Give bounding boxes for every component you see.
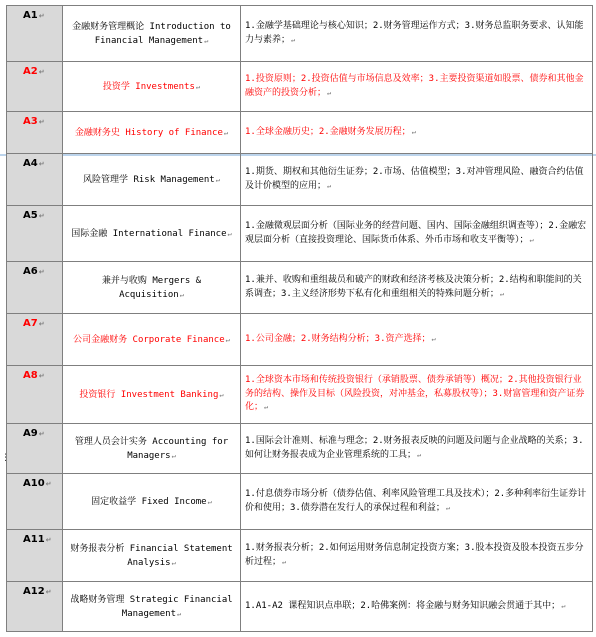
course-content-cell xyxy=(241,62,593,112)
course-code: A1 xyxy=(23,10,38,21)
course-content: 1.国际会计准则、标准与理念；2.财务报表反映的问题及问题与企业战略的关系；3.如何让财务报表成为企业管理系统的工具； xyxy=(245,436,584,460)
course-code: A12 xyxy=(23,586,45,597)
course-content: 1.兼并、收购和重组裁员和破产的财政和经济考核及决策分析；2.结构和职能间的关系调查；3.主义经济形势下私有化和重组相关的特殊问题分析； xyxy=(245,275,582,299)
course-code-cell xyxy=(7,366,63,424)
course-content-cell xyxy=(241,474,593,530)
course-content: 1.金融学基础理论与核心知识；2.财务管理运作方式；3.财务总监职务要求、认知能力与素养； xyxy=(245,21,584,45)
paragraph-mark: ↵ xyxy=(223,128,229,137)
course-name: 战略财务管理 Strategic Financial Management xyxy=(70,594,233,619)
paragraph-mark: ↵ xyxy=(225,335,230,344)
course-code: A7 xyxy=(23,318,38,329)
paragraph-mark: ↵ xyxy=(171,558,176,567)
course-content: 1.金融微观层面分析（国际业务的经营问题、国内、国际金融组织调查等）；2.金融宏观层面分析（直接投资理论、国际货币体系、外币市场和收支平衡等）； xyxy=(245,221,587,245)
paragraph-mark: ↵ xyxy=(327,88,332,97)
course-code: A11 xyxy=(23,534,45,545)
course-content-cell xyxy=(241,112,593,154)
paragraph-mark: ↵ xyxy=(204,36,209,45)
paragraph-mark: ↵ xyxy=(171,451,176,460)
course-name-cell xyxy=(63,262,241,314)
course-code: A4 xyxy=(23,158,38,169)
course-name: 金融财务史 History of Finance xyxy=(74,127,223,138)
course-code-cell xyxy=(7,314,63,366)
paragraph-mark: ↵ xyxy=(38,430,45,438)
paragraph-mark: ↵ xyxy=(215,175,220,184)
paragraph-mark: ↵ xyxy=(45,588,52,596)
course-code: A6 xyxy=(23,266,38,277)
course-row xyxy=(7,206,593,262)
course-content: 1.公司金融；2.财务结构分析；3.资产选择； xyxy=(245,333,431,344)
paragraph-mark: ↵ xyxy=(282,557,287,566)
paragraph-mark: ↵ xyxy=(499,289,505,298)
course-code-cell xyxy=(7,154,63,206)
paragraph-mark: ↵ xyxy=(291,35,296,44)
course-code-cell xyxy=(7,206,63,262)
paragraph-mark: ↵ xyxy=(38,160,45,168)
course-content-cell xyxy=(241,366,593,424)
course-name-cell xyxy=(63,6,241,62)
course-row xyxy=(7,530,593,582)
course-row xyxy=(7,262,593,314)
course-name: 国际金融 International Finance xyxy=(71,228,227,239)
course-name: 管理人员会计实务 Accounting for Managers xyxy=(74,436,229,461)
course-name: 固定收益学 Fixed Income xyxy=(91,496,207,507)
course-code: A10 xyxy=(23,478,45,489)
paragraph-mark: ↵ xyxy=(45,480,52,488)
course-name: 兼并与收购 Mergers & Acquisition xyxy=(101,275,202,300)
course-code-cell xyxy=(7,530,63,582)
paragraph-mark: ↵ xyxy=(38,118,45,126)
paragraph-mark: ↵ xyxy=(38,372,45,380)
paragraph-mark: ↵ xyxy=(561,601,566,610)
course-content: 1.期货、期权和其他衍生证券；2.市场、估值模型；3.对冲管理风险、融资合约估值及计价模型的应用； xyxy=(245,167,584,191)
paragraph-mark: ↵ xyxy=(327,181,332,190)
course-row xyxy=(7,314,593,366)
course-table-body xyxy=(7,6,593,632)
paragraph-mark: ↵ xyxy=(219,390,224,399)
course-name-cell xyxy=(63,366,241,424)
course-code: A9 xyxy=(23,428,38,439)
course-name-cell xyxy=(63,112,241,154)
paragraph-mark: ↵ xyxy=(529,235,534,244)
paragraph-mark: ↵ xyxy=(195,82,201,91)
course-code-cell xyxy=(7,6,63,62)
course-content-cell xyxy=(241,206,593,262)
paragraph-mark: ↵ xyxy=(445,503,451,512)
course-content: 1.财务报表分析；2.如何运用财务信息制定投资方案；3.股本投资及股本投资五步分析过程； xyxy=(245,543,584,567)
paragraph-mark: ↵ xyxy=(38,68,45,76)
paragraph-mark: ↵ xyxy=(38,268,45,276)
course-code: A5 xyxy=(23,210,38,221)
paragraph-mark: ↵ xyxy=(264,403,269,412)
course-name-cell xyxy=(63,582,241,632)
course-content-cell xyxy=(241,314,593,366)
course-content-cell xyxy=(241,154,593,206)
margin-marker: ⋮ xyxy=(1,453,10,463)
course-content-cell xyxy=(241,6,593,62)
course-row xyxy=(7,154,593,206)
paragraph-mark: ↵ xyxy=(179,290,184,299)
course-content: 1.投资原则；2.投资估值与市场信息及效率；3.主要投资渠道如股票、债券和其他金融资产的投资分析； xyxy=(245,74,584,98)
course-name: 风险管理学 Risk Management xyxy=(83,174,215,185)
course-code-cell xyxy=(7,262,63,314)
paragraph-mark: ↵ xyxy=(431,334,436,343)
course-name: 公司金融财务 Corporate Finance xyxy=(73,334,225,345)
course-row xyxy=(7,474,593,530)
course-name: 金融财务管理概论 Introduction to Financial Management xyxy=(72,21,231,46)
course-content: 1.A1-A2 课程知识点串联；2.哈佛案例：将金融与财务知识融会贯通于其中； xyxy=(245,600,561,611)
course-row xyxy=(7,366,593,424)
course-content-cell xyxy=(241,262,593,314)
paragraph-mark: ↵ xyxy=(207,497,212,506)
course-content: 1.全球金融历史；2.金融财务发展历程； xyxy=(245,126,411,137)
course-code-cell xyxy=(7,424,63,474)
course-row xyxy=(7,582,593,632)
course-name-cell xyxy=(63,474,241,530)
course-name-cell xyxy=(63,314,241,366)
course-name: 投资银行 Investment Banking xyxy=(79,389,219,400)
course-content-cell xyxy=(241,582,593,632)
course-code: A3 xyxy=(23,116,38,127)
course-row xyxy=(7,424,593,474)
course-name: 投资学 Investments xyxy=(102,81,195,92)
course-code-cell xyxy=(7,474,63,530)
course-table xyxy=(6,5,593,632)
course-code: A8 xyxy=(23,370,38,381)
course-name-cell xyxy=(63,424,241,474)
course-name-cell xyxy=(63,154,241,206)
course-content-cell xyxy=(241,424,593,474)
course-name-cell xyxy=(63,62,241,112)
paragraph-mark: ↵ xyxy=(38,212,45,220)
paragraph-mark: ↵ xyxy=(176,609,182,618)
course-code: A2 xyxy=(23,66,38,77)
course-name-cell xyxy=(63,530,241,582)
course-row xyxy=(7,6,593,62)
course-code-cell xyxy=(7,62,63,112)
course-name: 财务报表分析 Financial Statement Analysis xyxy=(70,543,233,568)
paragraph-mark: ↵ xyxy=(38,12,45,20)
course-name-cell xyxy=(63,206,241,262)
paragraph-mark: ↵ xyxy=(38,320,45,328)
course-content: 1.全球资本市场和传统投资银行（承销股票、债券承销等）概况；2.其他投资银行业务的结构、操作及目标（风险投资，对冲基金，私募股权等）；3.财富管理和资产证券化； xyxy=(245,375,585,413)
course-row xyxy=(7,112,593,154)
paragraph-mark: ↵ xyxy=(411,127,416,136)
course-content: 1.付息债券市场分析（债券估值、利率风险管理工具及技术）；2.多种利率衍生证券计价和使用；3.债券潜在发行人的承保过程和利益； xyxy=(245,489,587,513)
paragraph-mark: ↵ xyxy=(417,450,422,459)
paragraph-mark: ↵ xyxy=(45,536,52,544)
course-code-cell xyxy=(7,112,63,154)
course-code-cell xyxy=(7,582,63,632)
paragraph-mark: ↵ xyxy=(227,229,232,238)
course-content-cell xyxy=(241,530,593,582)
course-row xyxy=(7,62,593,112)
